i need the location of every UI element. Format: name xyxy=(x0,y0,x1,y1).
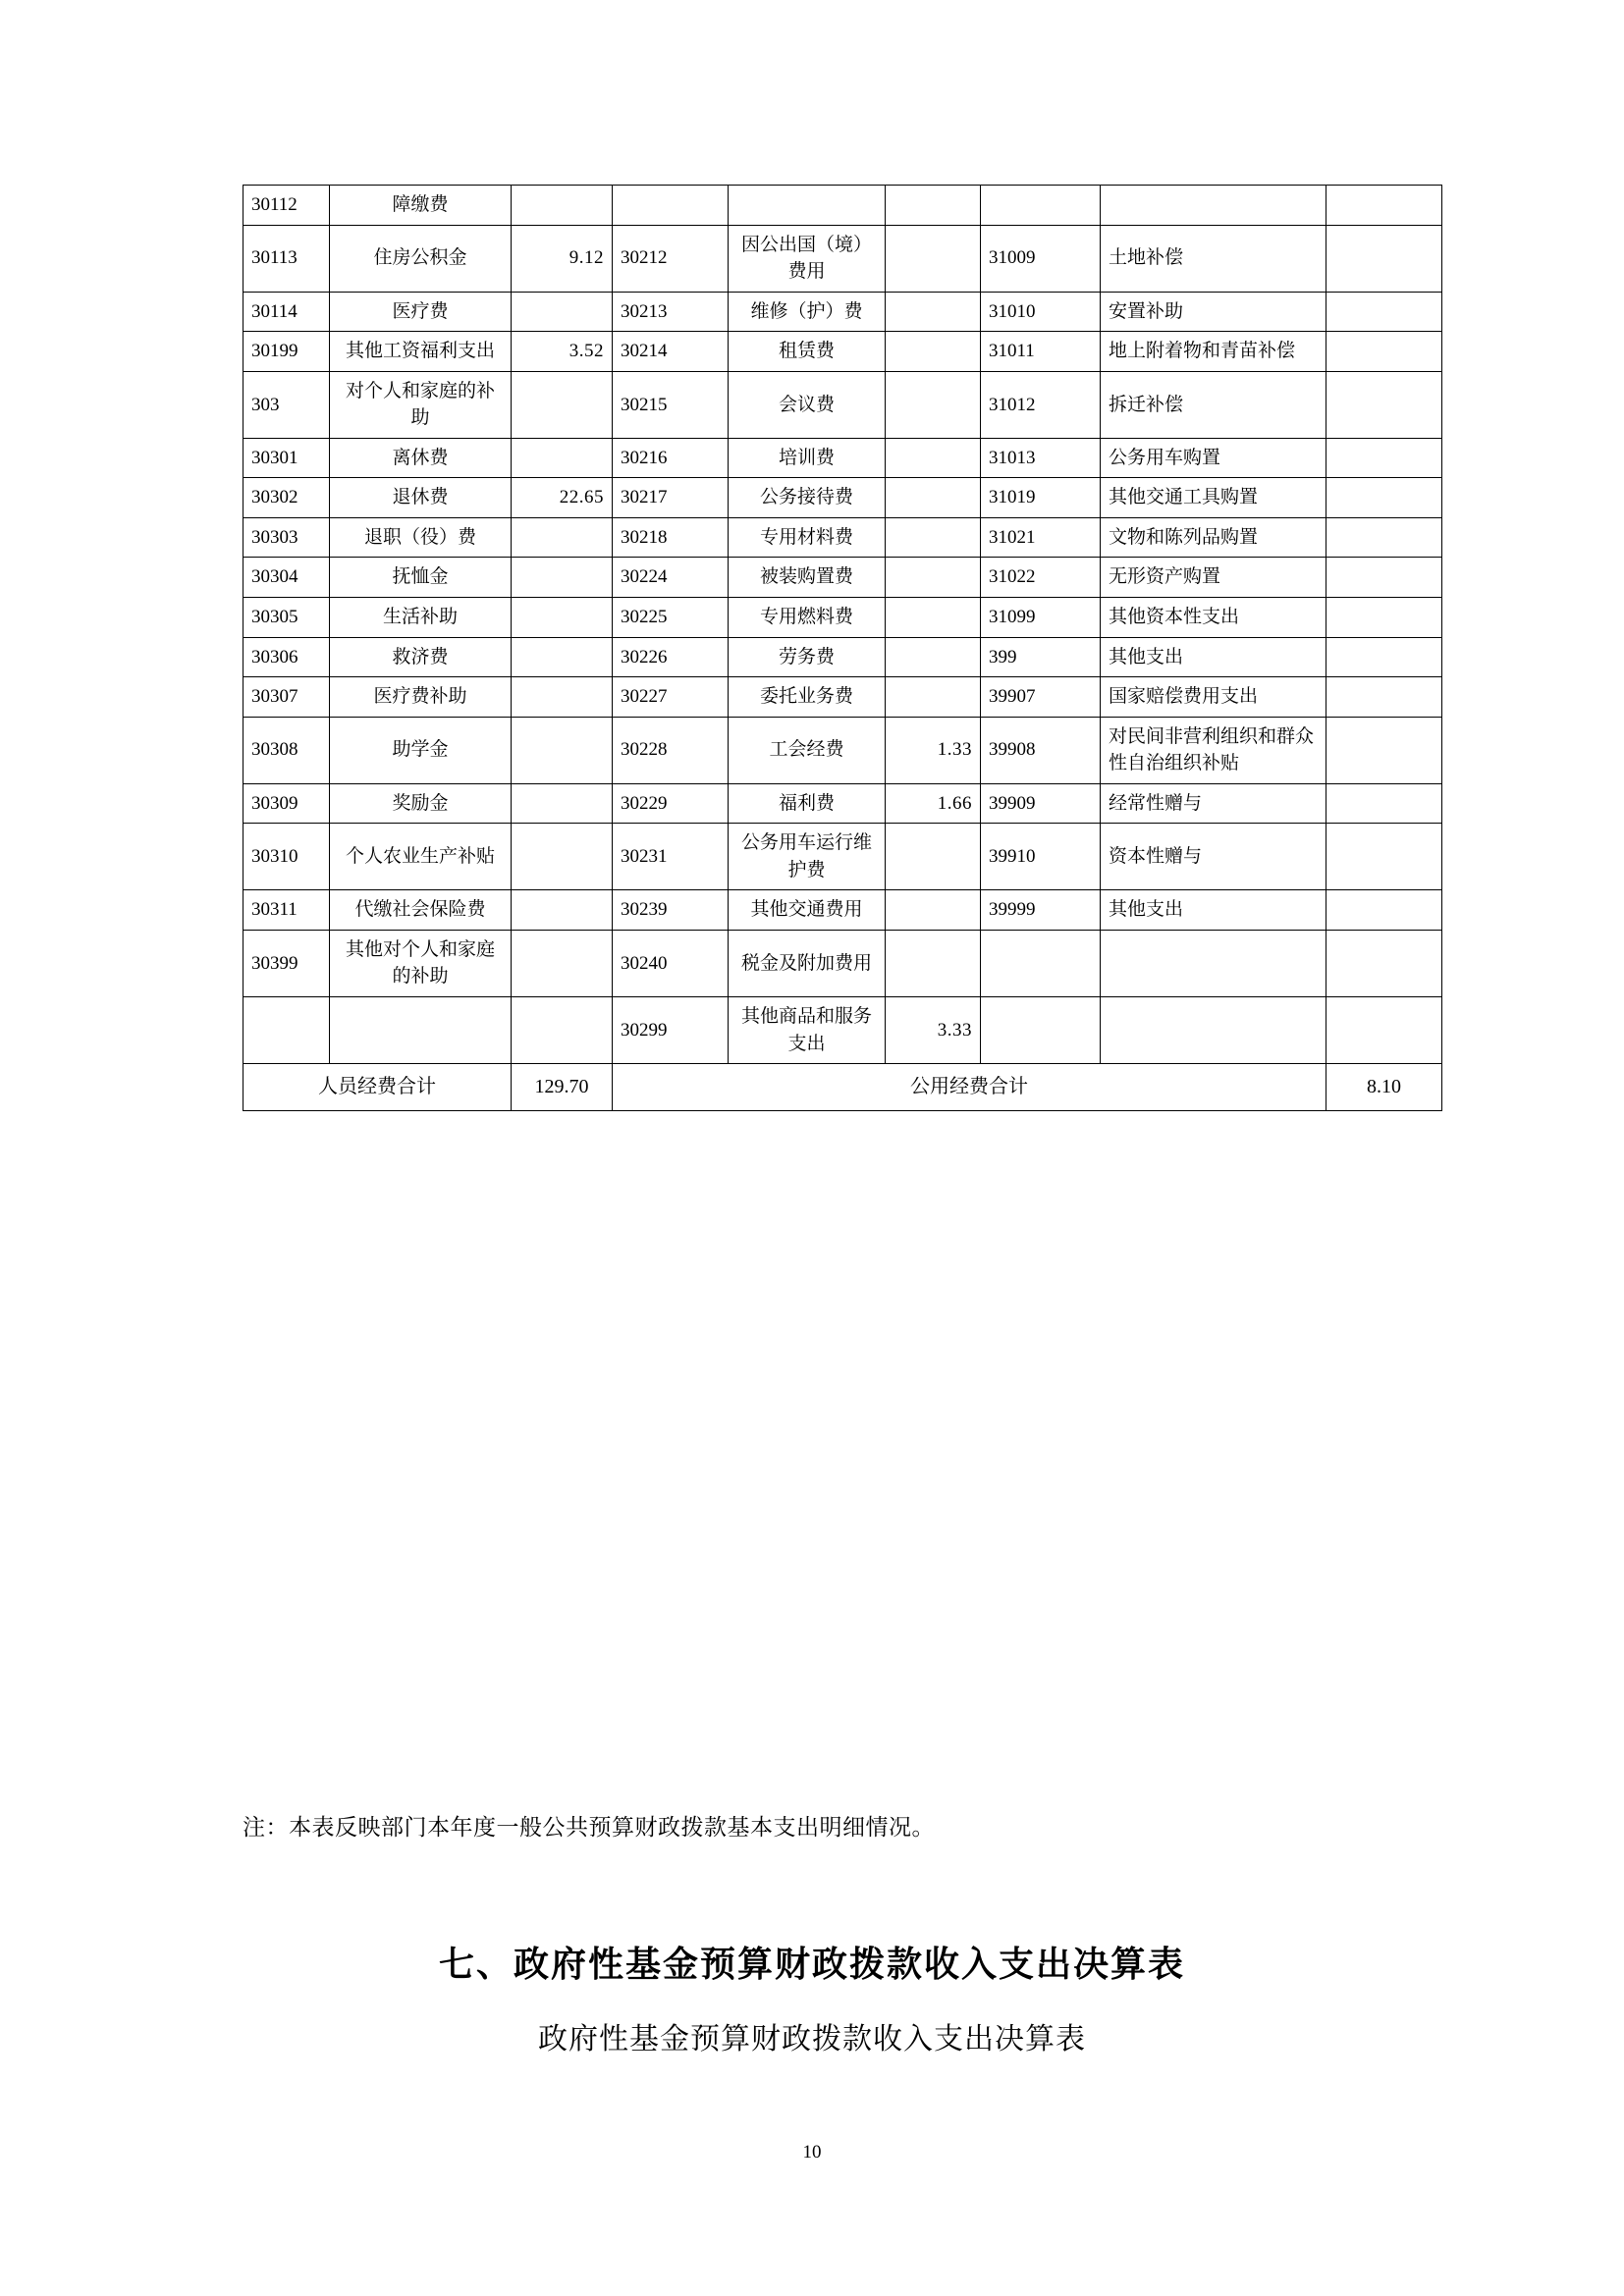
cell-code-1: 30114 xyxy=(244,292,330,332)
cell-value-2 xyxy=(886,478,981,518)
cell-code-1: 30305 xyxy=(244,598,330,638)
cell-value-1 xyxy=(512,292,613,332)
table-row xyxy=(244,186,1442,226)
cell-value-3 xyxy=(1326,717,1442,783)
cell-code-2: 30224 xyxy=(613,558,729,598)
cell-code-1: 30399 xyxy=(244,930,330,996)
cell-code-2: 30226 xyxy=(613,637,729,677)
cell-name-2: 其他商品和服务支出 xyxy=(729,997,886,1064)
cell-name-1: 医疗费补助 xyxy=(330,677,512,718)
cell-code-1: 30307 xyxy=(244,677,330,718)
page-number: 10 xyxy=(802,2142,822,2163)
cell-code-3: 31009 xyxy=(981,225,1101,292)
cell-value-1 xyxy=(512,783,613,824)
table-note: 注：本表反映部门本年度一般公共预算财政拨款基本支出明细情况。 xyxy=(243,1815,935,1840)
cell-name-2: 福利费 xyxy=(729,783,886,824)
public-total-value: 8.10 xyxy=(1326,1064,1442,1111)
table-row xyxy=(244,783,1442,824)
cell-name-2: 委托业务费 xyxy=(729,677,886,718)
cell-value-2 xyxy=(886,598,981,638)
table-row xyxy=(244,717,1442,783)
cell-code-3: 31010 xyxy=(981,292,1101,332)
cell-code-2: 30239 xyxy=(613,890,729,931)
cell-code-1: 30302 xyxy=(244,478,330,518)
cell-code-2: 30213 xyxy=(613,292,729,332)
cell-name-1: 个人农业生产补贴 xyxy=(330,824,512,890)
table-row xyxy=(244,332,1442,372)
cell-code-1: 30303 xyxy=(244,517,330,558)
cell-name-3: 文物和陈列品购置 xyxy=(1101,517,1326,558)
cell-value-3 xyxy=(1326,677,1442,718)
cell-code-3: 39909 xyxy=(981,783,1101,824)
cell-value-3 xyxy=(1326,930,1442,996)
table-row xyxy=(244,824,1442,890)
cell-value-1 xyxy=(512,598,613,638)
basic-expenditure-table xyxy=(243,185,1442,1111)
cell-code-2: 30299 xyxy=(613,997,729,1064)
cell-value-2 xyxy=(886,930,981,996)
cell-value-2 xyxy=(886,332,981,372)
cell-code-1: 30304 xyxy=(244,558,330,598)
cell-code-3: 39999 xyxy=(981,890,1101,931)
cell-code-1: 30308 xyxy=(244,717,330,783)
cell-code-2: 30231 xyxy=(613,824,729,890)
table-row xyxy=(244,478,1442,518)
cell-code-3 xyxy=(981,930,1101,996)
cell-value-1 xyxy=(512,930,613,996)
cell-code-1: 30311 xyxy=(244,890,330,931)
cell-code-1: 30306 xyxy=(244,637,330,677)
cell-value-3 xyxy=(1326,558,1442,598)
cell-name-2: 维修（护）费 xyxy=(729,292,886,332)
cell-name-1: 离休费 xyxy=(330,438,512,478)
cell-name-1: 退休费 xyxy=(330,478,512,518)
basic-expenditure-table-wrapper xyxy=(243,185,1441,1111)
table-row xyxy=(244,292,1442,332)
cell-name-1: 医疗费 xyxy=(330,292,512,332)
cell-name-3 xyxy=(1101,930,1326,996)
cell-code-3: 31013 xyxy=(981,438,1101,478)
table-row xyxy=(244,438,1442,478)
cell-code-2: 30216 xyxy=(613,438,729,478)
cell-code-1: 30113 xyxy=(244,225,330,292)
cell-value-2: 1.66 xyxy=(886,783,981,824)
cell-name-3 xyxy=(1101,997,1326,1064)
cell-code-3: 31099 xyxy=(981,598,1101,638)
cell-value-3 xyxy=(1326,997,1442,1064)
table-row xyxy=(244,598,1442,638)
cell-name-3 xyxy=(1101,186,1326,226)
personnel-total-label: 人员经费合计 xyxy=(244,1064,512,1111)
cell-value-2: 1.33 xyxy=(886,717,981,783)
cell-name-3: 对民间非营利组织和群众性自治组织补贴 xyxy=(1101,717,1326,783)
cell-value-1: 3.52 xyxy=(512,332,613,372)
table-row xyxy=(244,930,1442,996)
table-row xyxy=(244,677,1442,718)
cell-name-1: 助学金 xyxy=(330,717,512,783)
cell-value-1: 9.12 xyxy=(512,225,613,292)
table-row xyxy=(244,517,1442,558)
cell-name-2: 专用燃料费 xyxy=(729,598,886,638)
cell-value-1 xyxy=(512,371,613,438)
cell-value-1 xyxy=(512,558,613,598)
cell-name-1: 代缴社会保险费 xyxy=(330,890,512,931)
cell-name-3: 其他资本性支出 xyxy=(1101,598,1326,638)
cell-name-3: 其他交通工具购置 xyxy=(1101,478,1326,518)
cell-name-1: 生活补助 xyxy=(330,598,512,638)
cell-value-3 xyxy=(1326,186,1442,226)
cell-name-1: 退职（役）费 xyxy=(330,517,512,558)
cell-name-1: 救济费 xyxy=(330,637,512,677)
cell-value-2 xyxy=(886,677,981,718)
cell-value-3 xyxy=(1326,890,1442,931)
public-total-label: 公用经费合计 xyxy=(613,1064,1326,1111)
cell-value-2 xyxy=(886,292,981,332)
cell-value-3 xyxy=(1326,292,1442,332)
cell-code-2: 30218 xyxy=(613,517,729,558)
cell-code-2: 30225 xyxy=(613,598,729,638)
cell-name-3: 土地补偿 xyxy=(1101,225,1326,292)
cell-code-3 xyxy=(981,997,1101,1064)
cell-code-2 xyxy=(613,186,729,226)
cell-name-3: 无形资产购置 xyxy=(1101,558,1326,598)
table-row xyxy=(244,371,1442,438)
cell-value-3 xyxy=(1326,637,1442,677)
cell-name-1: 障缴费 xyxy=(330,186,512,226)
cell-name-1: 奖励金 xyxy=(330,783,512,824)
cell-code-2: 30217 xyxy=(613,478,729,518)
table-row xyxy=(244,890,1442,931)
table-body xyxy=(244,186,1442,1111)
cell-code-3: 31012 xyxy=(981,371,1101,438)
cell-value-3 xyxy=(1326,478,1442,518)
cell-value-3 xyxy=(1326,783,1442,824)
cell-value-3 xyxy=(1326,225,1442,292)
cell-value-1 xyxy=(512,438,613,478)
cell-code-2: 30215 xyxy=(613,371,729,438)
cell-value-2 xyxy=(886,890,981,931)
cell-name-3: 拆迁补偿 xyxy=(1101,371,1326,438)
cell-name-1: 抚恤金 xyxy=(330,558,512,598)
cell-code-3 xyxy=(981,186,1101,226)
cell-code-1: 30199 xyxy=(244,332,330,372)
cell-code-1 xyxy=(244,997,330,1064)
cell-value-2 xyxy=(886,637,981,677)
cell-name-2: 劳务费 xyxy=(729,637,886,677)
personnel-total-value: 129.70 xyxy=(512,1064,613,1111)
cell-value-1 xyxy=(512,717,613,783)
cell-name-2: 公务用车运行维护费 xyxy=(729,824,886,890)
cell-value-1 xyxy=(512,186,613,226)
cell-name-3: 其他支出 xyxy=(1101,890,1326,931)
cell-value-2 xyxy=(886,517,981,558)
cell-value-1 xyxy=(512,637,613,677)
cell-code-1: 30309 xyxy=(244,783,330,824)
cell-name-3: 公务用车购置 xyxy=(1101,438,1326,478)
cell-name-2: 专用材料费 xyxy=(729,517,886,558)
cell-name-2: 税金及附加费用 xyxy=(729,930,886,996)
cell-name-3: 国家赔偿费用支出 xyxy=(1101,677,1326,718)
cell-name-3: 资本性赠与 xyxy=(1101,824,1326,890)
cell-name-2: 培训费 xyxy=(729,438,886,478)
section-heading: 七、政府性基金预算财政拨款收入支出决算表 xyxy=(438,1944,1185,1984)
cell-value-3 xyxy=(1326,517,1442,558)
table-row xyxy=(244,997,1442,1064)
cell-code-2: 30212 xyxy=(613,225,729,292)
table-row xyxy=(244,558,1442,598)
cell-code-1: 30301 xyxy=(244,438,330,478)
cell-name-2: 公务接待费 xyxy=(729,478,886,518)
cell-code-3: 31019 xyxy=(981,478,1101,518)
cell-name-2: 工会经费 xyxy=(729,717,886,783)
cell-value-3 xyxy=(1326,824,1442,890)
cell-value-2 xyxy=(886,824,981,890)
table-title: 政府性基金预算财政拨款收入支出决算表 xyxy=(538,2023,1086,2056)
cell-value-1 xyxy=(512,890,613,931)
cell-value-2 xyxy=(886,225,981,292)
cell-code-1: 303 xyxy=(244,371,330,438)
cell-code-3: 399 xyxy=(981,637,1101,677)
cell-code-2: 30229 xyxy=(613,783,729,824)
cell-code-1: 30310 xyxy=(244,824,330,890)
table-total-row xyxy=(244,1064,1442,1111)
cell-value-2 xyxy=(886,371,981,438)
cell-value-2 xyxy=(886,438,981,478)
cell-value-3 xyxy=(1326,438,1442,478)
cell-name-3: 地上附着物和青苗补偿 xyxy=(1101,332,1326,372)
cell-name-1 xyxy=(330,997,512,1064)
cell-name-2: 被装购置费 xyxy=(729,558,886,598)
cell-name-1: 其他对个人和家庭的补助 xyxy=(330,930,512,996)
cell-value-3 xyxy=(1326,371,1442,438)
cell-code-3: 39910 xyxy=(981,824,1101,890)
cell-value-3 xyxy=(1326,332,1442,372)
cell-code-3: 31011 xyxy=(981,332,1101,372)
cell-code-2: 30240 xyxy=(613,930,729,996)
cell-code-3: 39908 xyxy=(981,717,1101,783)
cell-value-2 xyxy=(886,186,981,226)
cell-name-1: 住房公积金 xyxy=(330,225,512,292)
cell-code-2: 30228 xyxy=(613,717,729,783)
cell-name-3: 经常性赠与 xyxy=(1101,783,1326,824)
cell-name-1: 对个人和家庭的补助 xyxy=(330,371,512,438)
cell-name-2: 会议费 xyxy=(729,371,886,438)
cell-code-3: 39907 xyxy=(981,677,1101,718)
cell-code-2: 30214 xyxy=(613,332,729,372)
cell-name-3: 其他支出 xyxy=(1101,637,1326,677)
cell-code-3: 31021 xyxy=(981,517,1101,558)
cell-name-2 xyxy=(729,186,886,226)
cell-value-2 xyxy=(886,558,981,598)
cell-name-3: 安置补助 xyxy=(1101,292,1326,332)
cell-value-1 xyxy=(512,677,613,718)
cell-value-3 xyxy=(1326,598,1442,638)
cell-value-1 xyxy=(512,997,613,1064)
cell-code-3: 31022 xyxy=(981,558,1101,598)
cell-name-1: 其他工资福利支出 xyxy=(330,332,512,372)
cell-value-1 xyxy=(512,824,613,890)
table-row xyxy=(244,225,1442,292)
cell-name-2: 其他交通费用 xyxy=(729,890,886,931)
cell-name-2: 因公出国（境）费用 xyxy=(729,225,886,292)
cell-name-2: 租赁费 xyxy=(729,332,886,372)
cell-value-1: 22.65 xyxy=(512,478,613,518)
cell-value-1 xyxy=(512,517,613,558)
cell-value-2: 3.33 xyxy=(886,997,981,1064)
cell-code-1: 30112 xyxy=(244,186,330,226)
cell-code-2: 30227 xyxy=(613,677,729,718)
table-row xyxy=(244,637,1442,677)
